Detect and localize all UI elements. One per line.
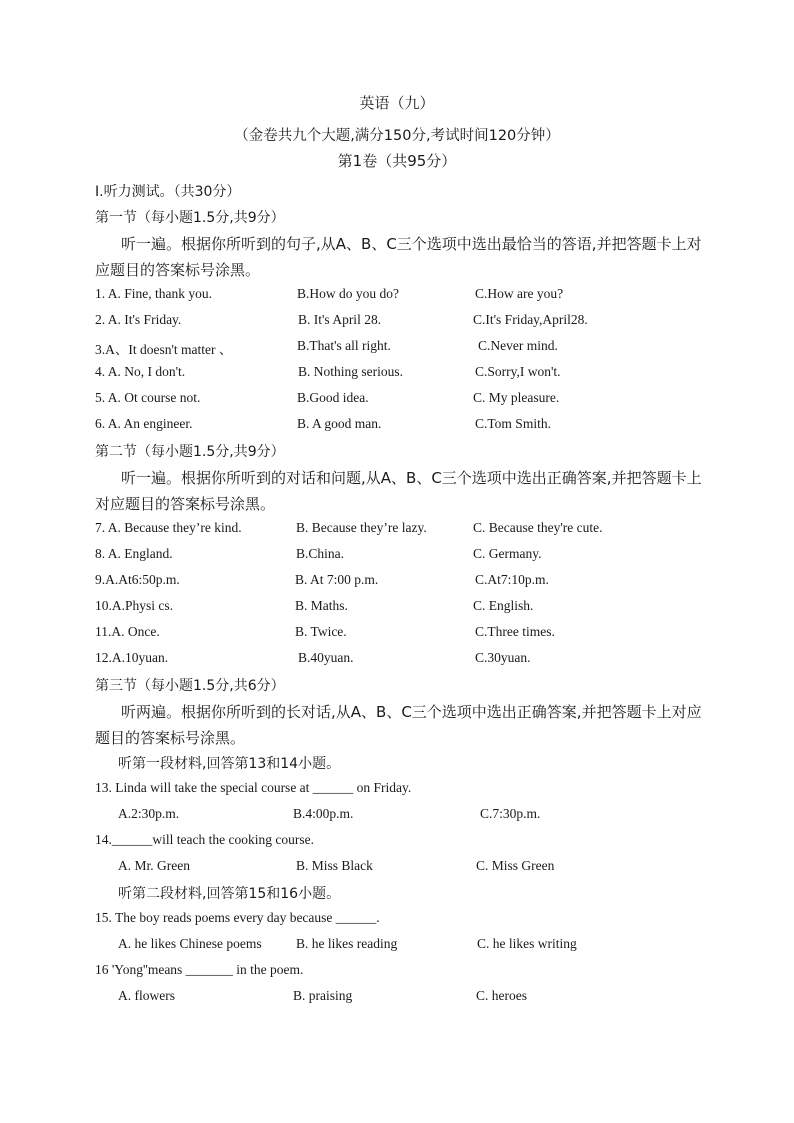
section1-heading: 第一节（每小题1.5分,共9分）	[95, 210, 285, 226]
option-c: C.Tom Smith.	[475, 416, 551, 431]
option-a: 8. A. England.	[95, 546, 173, 561]
part1-heading: I.听力测试。（共30分）	[95, 184, 241, 200]
option-a: 7. A. Because they’re kind.	[95, 520, 242, 535]
section1-instruction: 听一遍。根据你所听到的句子,从A、B、C三个选项中选出最恰当的答语,并把答题卡上对应题目的答案标号涂黑。	[95, 235, 702, 279]
question-stem: 13. Linda will take the special course at ______ on Friday.	[95, 780, 412, 795]
material2-note: 听第二段材料,回答第15和16小题。	[118, 886, 341, 902]
option-a: A.2:30p.m.	[118, 806, 180, 821]
options-row	[118, 858, 738, 880]
option-b: B. Because they’re lazy.	[296, 520, 427, 535]
section2-instruction: 听一遍。根据你所听到的对话和问题,从A、B、C三个选项中选出正确答案,并把答题卡上对应题目的答案标号涂黑。	[95, 469, 702, 513]
option-a: 9.A.At6:50p.m.	[95, 572, 180, 587]
question-row	[95, 598, 735, 620]
question-row	[95, 910, 735, 932]
exam-title: 英语（九）	[359, 94, 435, 112]
volume-heading: 第1卷（共95分）	[337, 152, 457, 170]
option-c: C.At7:10p.m.	[475, 572, 549, 587]
option-c: C. Because they're cute.	[473, 520, 603, 535]
option-b: B.How do you do?	[297, 286, 399, 301]
question-row	[95, 572, 735, 594]
option-c: C.How are you?	[475, 286, 564, 301]
option-b: B. Twice.	[295, 624, 347, 639]
option-c: C. Germany.	[473, 546, 542, 561]
option-c: C. Miss Green	[476, 858, 555, 873]
question-row	[95, 312, 735, 334]
option-b: B.4:00p.m.	[293, 806, 354, 821]
section2-heading: 第二节（每小题1.5分,共9分）	[95, 444, 285, 460]
question-row	[95, 650, 735, 672]
option-a: 12.A.10yuan.	[95, 650, 169, 665]
option-a: A. Mr. Green	[118, 858, 190, 873]
option-a: 4. A. No, I don't.	[95, 364, 186, 379]
question-stem: 14.______will teach the cooking course.	[95, 832, 314, 847]
option-b: B. It's April 28.	[298, 312, 382, 327]
option-b: B. Miss Black	[296, 858, 373, 873]
option-c: C.Sorry,I won't.	[475, 364, 561, 379]
option-a: 5. A. Ot course not.	[95, 390, 201, 405]
question-row	[95, 338, 735, 360]
section3-heading: 第三节（每小题1.5分,共6分）	[95, 678, 285, 694]
question-row	[95, 520, 735, 542]
question-row	[95, 364, 735, 386]
option-c: C.Three times.	[475, 624, 555, 639]
question-row	[95, 832, 735, 854]
question-row	[95, 286, 735, 308]
option-c: C. he likes writing	[477, 936, 577, 951]
question-stem: 16 'Yong''means _______ in the poem.	[95, 962, 304, 977]
option-a: 3.A、It doesn't matter 、	[95, 342, 233, 357]
exam-subtitle: （金卷共九个大题,满分150分,考试时间120分钟）	[234, 128, 560, 144]
option-c: C. heroes	[476, 988, 527, 1003]
option-b: B. Maths.	[295, 598, 348, 613]
question-row	[95, 416, 735, 438]
option-b: B.Good idea.	[297, 390, 369, 405]
option-a: A. flowers	[118, 988, 175, 1003]
question-row	[95, 624, 735, 646]
option-a: 10.A.Physi cs.	[95, 598, 174, 613]
option-b: B. At 7:00 p.m.	[295, 572, 379, 587]
option-a: 6. A. An engineer.	[95, 416, 193, 431]
option-a: 1. A. Fine, thank you.	[95, 286, 212, 301]
option-a: A. he likes Chinese poems	[118, 936, 262, 951]
option-b: B. A good man.	[297, 416, 382, 431]
option-b: B.That's all right.	[297, 338, 391, 353]
option-b: B. praising	[293, 988, 353, 1003]
option-a: 11.A. Once.	[95, 624, 160, 639]
option-c: C. My pleasure.	[473, 390, 560, 405]
option-c: C.Never mind.	[478, 338, 558, 353]
options-row	[118, 936, 738, 958]
options-row	[118, 806, 738, 828]
question-row	[95, 962, 735, 984]
option-b: B. Nothing serious.	[298, 364, 404, 379]
question-row	[95, 780, 735, 802]
option-a: 2. A. It's Friday.	[95, 312, 182, 327]
option-b: B.China.	[296, 546, 345, 561]
question-row	[95, 390, 735, 412]
options-row	[118, 988, 738, 1010]
material1-note: 听第一段材料,回答第13和14小题。	[118, 756, 341, 772]
option-c: C.30yuan.	[475, 650, 531, 665]
option-c: C. English.	[473, 598, 534, 613]
option-c: C.It's Friday,April28.	[473, 312, 588, 327]
section3-instruction: 听两遍。根据你所听到的长对话,从A、B、C三个选项中选出正确答案,并把答题卡上对应题目的答案标号涂黑。	[95, 703, 702, 747]
option-b: B.40yuan.	[298, 650, 354, 665]
option-c: C.7:30p.m.	[480, 806, 541, 821]
question-stem: 15. The boy reads poems every day because ______.	[95, 910, 380, 925]
question-row	[95, 546, 735, 568]
option-b: B. he likes reading	[296, 936, 398, 951]
